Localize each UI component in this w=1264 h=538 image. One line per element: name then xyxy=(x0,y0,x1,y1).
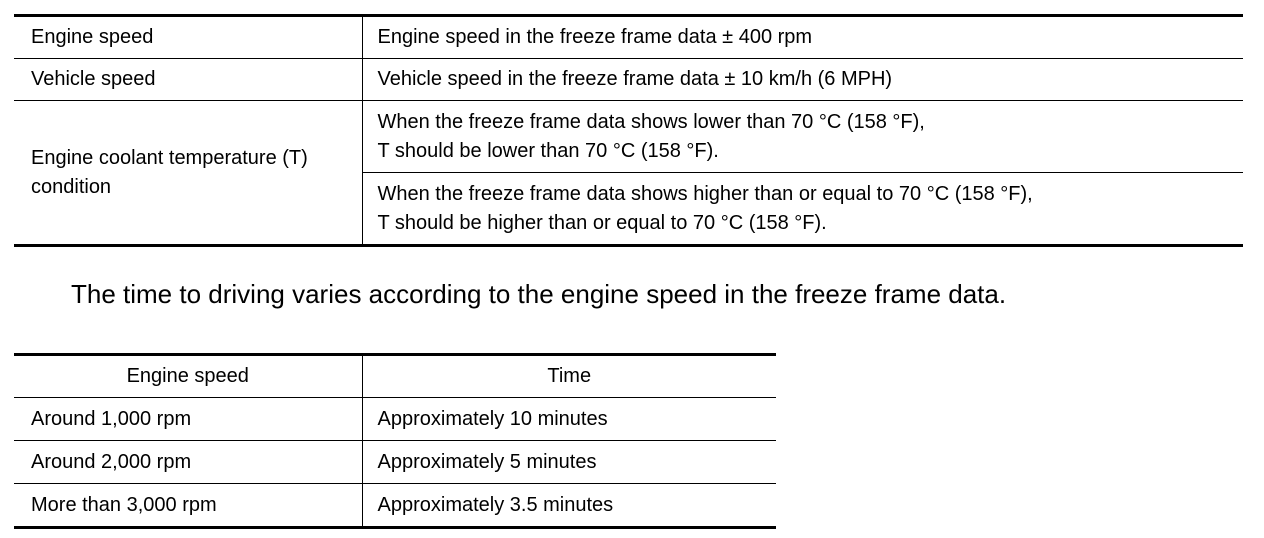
table-row xyxy=(14,16,1243,59)
condition-label: Vehicle speed xyxy=(14,59,362,101)
table-row xyxy=(14,484,776,528)
table-header-row xyxy=(14,355,776,398)
driving-time-table xyxy=(14,353,776,529)
table-row xyxy=(14,59,1243,101)
engine-speed-cell: Around 1,000 rpm xyxy=(14,398,362,441)
engine-speed-cell: Around 2,000 rpm xyxy=(14,441,362,484)
table-row xyxy=(14,101,1243,173)
coolant-label-line: Engine coolant temperature (T) xyxy=(31,146,308,169)
coolant-label-line: condition xyxy=(31,175,112,198)
coolant-case-line: When the freeze frame data shows lower than 70 °C (158 °F), xyxy=(377,110,925,133)
column-header-time: Time xyxy=(362,355,776,398)
table-row xyxy=(14,398,776,441)
time-cell: Approximately 5 minutes xyxy=(362,441,776,484)
condition-value: Engine speed in the freeze frame data ± 400 rpm xyxy=(362,16,1243,59)
time-cell: Approximately 10 minutes xyxy=(362,398,776,441)
table-row xyxy=(14,441,776,484)
coolant-case-line: When the freeze frame data shows higher than or equal to 70 °C (158 °F), xyxy=(377,182,1033,205)
engine-speed-cell: More than 3,000 rpm xyxy=(14,484,362,528)
condition-label: Engine speed xyxy=(14,16,362,59)
driving-time-note: The time to driving varies according to the engine speed in the freeze frame data. xyxy=(71,279,1007,309)
column-header-engine-speed: Engine speed xyxy=(14,355,362,398)
freeze-frame-conditions-table xyxy=(14,14,1243,247)
time-cell: Approximately 3.5 minutes xyxy=(377,493,614,516)
coolant-condition-label xyxy=(14,101,362,246)
condition-value: Vehicle speed in the freeze frame data ± 10 km/h (6 MPH) xyxy=(362,59,1243,101)
coolant-case-lower xyxy=(362,101,1243,173)
coolant-case-line: T should be lower than 70 °C (158 °F). xyxy=(377,139,719,162)
coolant-case-line: T should be higher than or equal to 70 °C (158 °F). xyxy=(377,211,827,234)
coolant-case-higher xyxy=(362,173,1243,246)
